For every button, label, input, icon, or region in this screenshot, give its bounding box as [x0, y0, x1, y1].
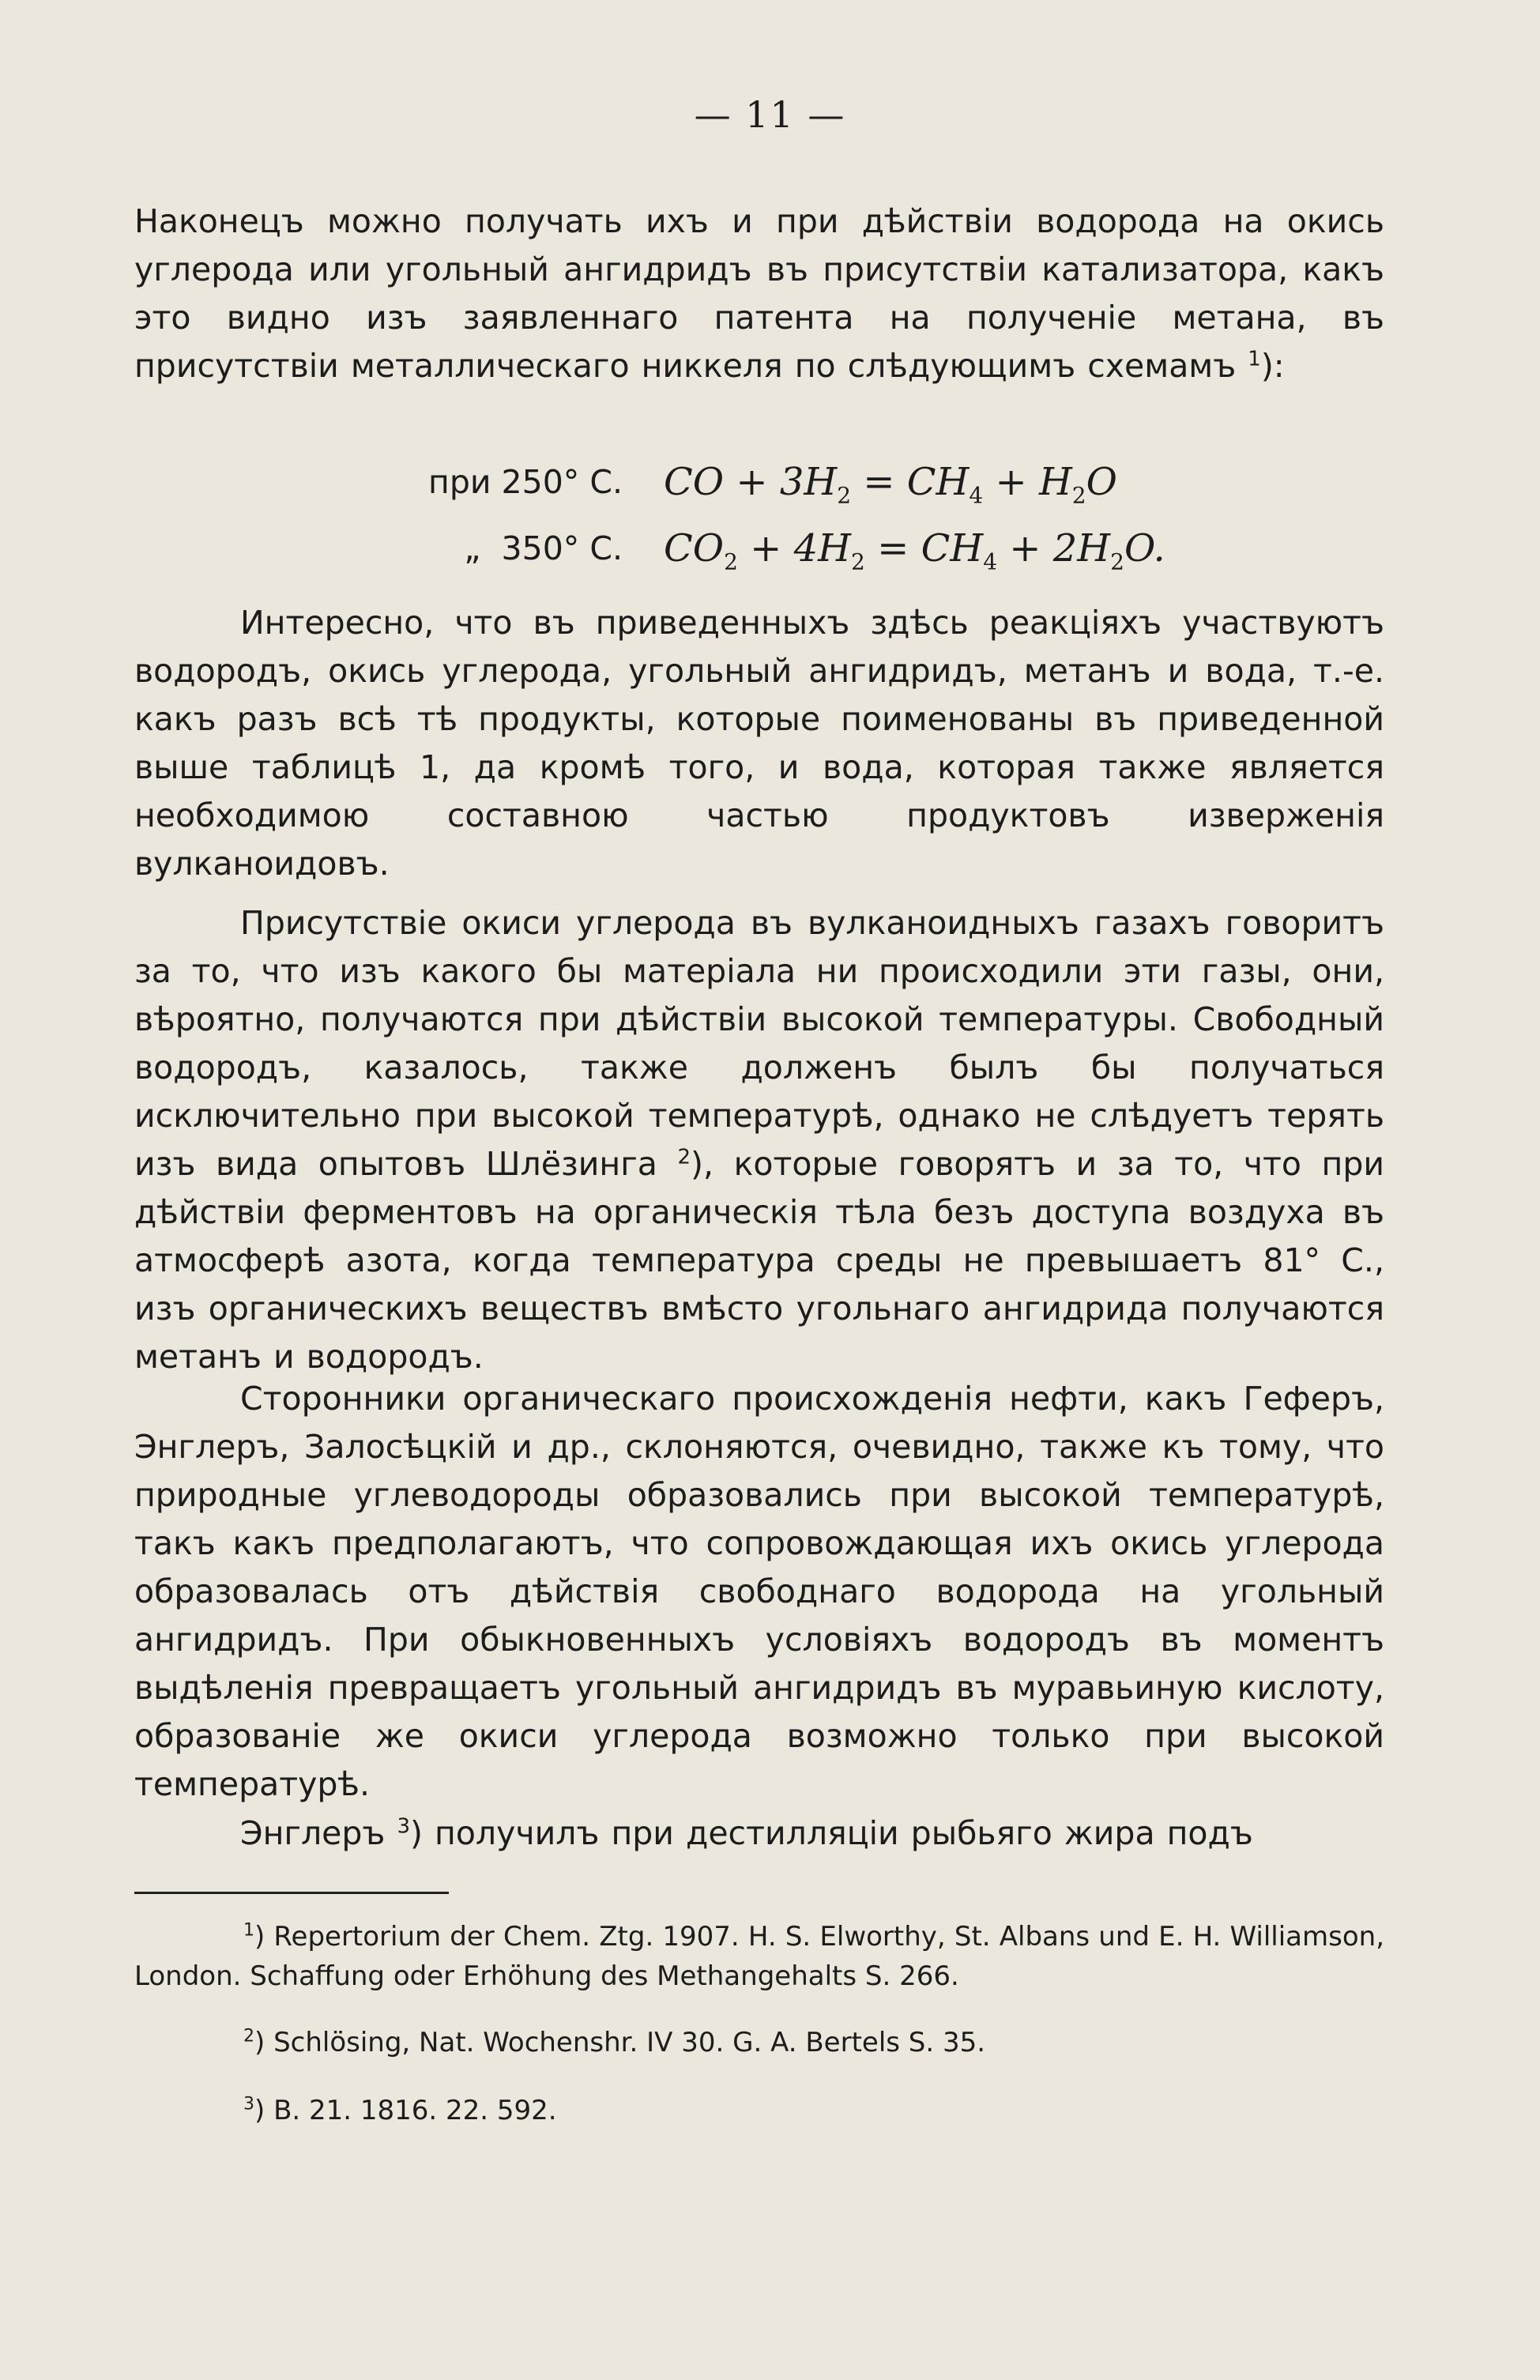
footnote-ref-3[interactable]: 3 — [397, 1814, 410, 1839]
footnote-3-text: ) B. 21. 1816. 22. 592. — [254, 2095, 557, 2126]
footnote-ref-1[interactable]: 1 — [1248, 347, 1261, 371]
equation-1 — [0, 458, 1540, 509]
footnote-1-text: ) Repertorium der Chem. Ztg. 1907. H. S. Elworthy, St. Albans und E. H. Williamson, London. Schaffung oder Erhöhung des Methangehalts S. 266. — [134, 1921, 1384, 1992]
footnote-3-number: 3 — [243, 2094, 254, 2115]
page-number: — 11 — — [694, 93, 846, 136]
footnote-2-number: 2 — [243, 2026, 254, 2047]
equation-2 — [0, 525, 1540, 575]
paragraph-3-text-a: Присутствіе окиси углерода въ вулканоидныхъ газахъ говоритъ за то, что изъ какого бы матеріала ни происходили эти газы, они, вѣроятно, получаются при дѣйствіи высокой температуры. Свободный водородъ, казалось, также долженъ былъ бы получаться исключительно при высокой температурѣ, однако не слѣдуетъ терять изъ вида опытовъ Шлёзинга — [134, 904, 1384, 1183]
paragraph-4: Сторонники органическаго происхожденія нефти, какъ Геферъ, Энглеръ, Залосѣцкій и др., склоняются, очевидно, также къ тому, что природные углеводороды образовались при высокой температурѣ, такъ какъ предполагаютъ, что сопровождающая ихъ окись углерода образовалась отъ дѣйствія свободнаго водорода на угольный ангидридъ. При обыкновенныхъ условіяхъ водородъ въ моментъ выдѣленія превращаетъ угольный ангидридъ въ муравьиную кислоту, образованіе же окиси углерода возможно только при высокой температурѣ. — [134, 1380, 1384, 1803]
footnote-1-number: 1 — [243, 1920, 254, 1941]
footnote-2-text: ) Schlösing, Nat. Wochenshr. IV 30. G. A. Bertels S. 35. — [254, 2027, 986, 2058]
equation-2-formula: $CO_2 + 4H_2 = CH_4 + 2H_2O$. — [664, 526, 1165, 575]
paragraph-1 — [134, 198, 1384, 390]
equation-2-condition: „ 350° С. — [464, 529, 623, 567]
paragraph-5 — [134, 1809, 1384, 1858]
footnote-divider — [134, 1892, 449, 1894]
equation-1-condition: при 250° С. — [428, 463, 623, 501]
paragraph-1-text: Наконецъ можно получать ихъ и при дѣйствіи водорода на окись углерода или угольный ангидридъ въ присутствіи катализатора, какъ это видно изъ заявленнаго патента на полученіе метана, въ присутствіи металлическаго никкеля по слѣдующимъ схемамъ — [134, 202, 1384, 385]
footnote-3 — [134, 2091, 1384, 2130]
equation-1-formula: CO + $3H_2 = CH_4 + H_2O$ — [664, 460, 1117, 509]
paragraph-3-text-b: ), которые говорятъ и за то, что при дѣйствіи ферментовъ на органическія тѣла безъ доступа воздуха въ атмосферѣ азота, когда температура среды не превышаетъ 81° С., изъ органическихъ веществъ вмѣсто угольнаго ангидрида получаются метанъ и водородъ. — [134, 1145, 1384, 1376]
paragraph-3 — [134, 899, 1384, 1381]
paragraph-5-text-b: ) получилъ при дестилляціи рыбьяго жира подъ — [410, 1814, 1253, 1852]
paragraph-5-text-a: Энглеръ — [240, 1814, 386, 1852]
footnote-ref-2[interactable]: 2 — [677, 1145, 691, 1169]
footnote-2 — [134, 2023, 1384, 2062]
paragraph-1-tail: ): — [1260, 347, 1285, 385]
paragraph-2: Интересно, что въ приведенныхъ здѣсь реакціяхъ участвуютъ водородъ, окись углерода, угольный ангидридъ, метанъ и вода, т.-е. какъ разъ всѣ тѣ продукты, которые поименованы въ приведенной выше таблицѣ 1, да кромѣ того, и вода, которая также является необходимою составною частью продуктовъ изверженія вулканоидовъ. — [134, 604, 1384, 883]
footnote-1 — [134, 1917, 1384, 1996]
